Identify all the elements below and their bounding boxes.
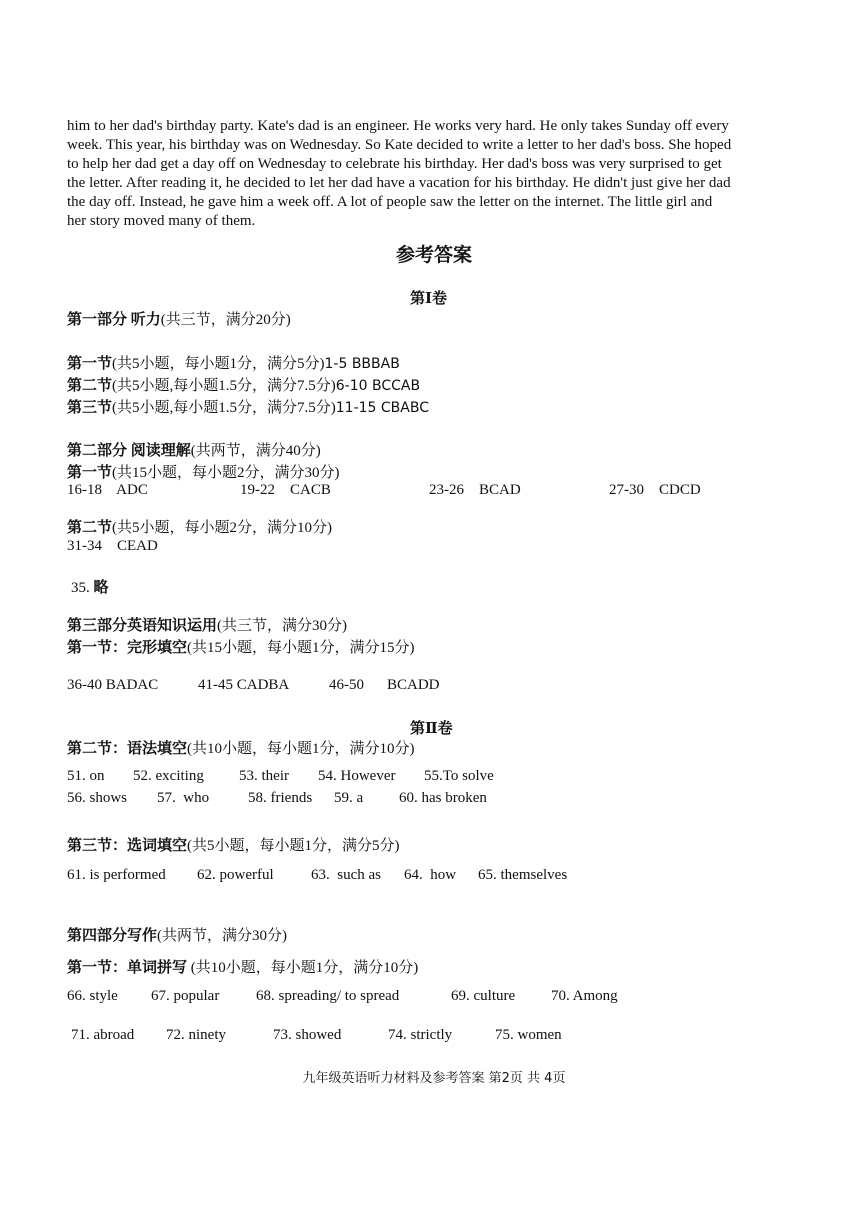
section-title: 第一节	[67, 465, 113, 481]
answer-text: 41-45 CADBA	[198, 677, 290, 693]
answer-text: 73. showed	[273, 1027, 342, 1043]
answer-text: 27-30 CDCD	[609, 482, 701, 498]
p2-section-2	[67, 516, 332, 537]
answer-text: 75. women	[495, 1027, 562, 1043]
answer-text: 11-15 CBABC	[335, 400, 429, 416]
answer-text: 59. a	[334, 790, 364, 806]
part-4-heading	[67, 924, 287, 945]
passage-line: week. This year, his birthday was on Wednesday. So Kate decided to write a letter to her dad's boss. She hoped	[67, 137, 732, 153]
answer-text: 66. style	[67, 988, 118, 1004]
section-title: 第一节：单词拼写	[67, 960, 188, 976]
answer-text: 58. friends	[248, 790, 313, 806]
section-title: 第二节：语法填空	[67, 741, 188, 757]
p1-section-1	[67, 352, 400, 373]
section-title: 第三节：选词填空	[67, 838, 188, 854]
part-1-heading	[67, 308, 291, 329]
p3-section-2	[67, 737, 415, 758]
answer-text: 52. exciting	[133, 768, 204, 784]
section-title: 第二节	[67, 520, 113, 536]
passage-line: her story moved many of them.	[67, 213, 256, 229]
answer-text: 63. such as	[311, 867, 381, 883]
question-35	[71, 576, 109, 597]
answer-text: 36-40 BADAC	[67, 677, 159, 693]
passage-line: the day off. Instead, he gave him a week off. A lot of people saw the letter on the internet. The little girl and	[67, 194, 713, 210]
section-title: 第一节	[67, 356, 113, 372]
part-1-title: 第一部分 听力	[67, 312, 161, 328]
question-number: 35.	[71, 580, 94, 596]
part-2-note: (共两节，满分40分)	[190, 443, 321, 459]
answer-text: 57. who	[157, 790, 210, 806]
part-3-heading	[67, 614, 347, 635]
section-title: 第三节	[67, 400, 113, 416]
answer-text: 61. is performed	[67, 867, 166, 883]
answer-text: 70. Among	[551, 988, 618, 1004]
passage-line: the letter. After reading it, he decided to let her dad have a vacation for his birthday. He didn't just give her dad	[67, 175, 731, 191]
section-note: (共5小题,每小题1.5分，满分7.5分)	[112, 378, 336, 394]
section-title: 第二节	[67, 378, 113, 394]
answer-text: 54. However	[318, 768, 396, 784]
answer-text: 67. popular	[151, 988, 220, 1004]
p1-section-2	[67, 374, 420, 395]
section-note: (共10小题，每小题1分，满分10分)	[187, 741, 415, 757]
volume-1-heading: 第Ⅰ卷	[410, 291, 448, 307]
part-3-note: (共三节，满分30分)	[217, 618, 348, 634]
answer-text: 31-34 CEAD	[67, 538, 158, 554]
answer-text: 72. ninety	[166, 1027, 226, 1043]
section-note: (共5小题，每小题1分，满分5分)	[187, 838, 400, 854]
part-4-title: 第四部分写作	[67, 928, 158, 944]
answer-text: 56. shows	[67, 790, 128, 806]
section-note: (共10小题，每小题1分，满分10分)	[187, 960, 419, 976]
part-3-title: 第三部分英语知识运用	[67, 618, 218, 634]
answer-text: 51. on	[67, 768, 105, 784]
section-note: (共15小题，每小题2分，满分30分)	[112, 465, 340, 481]
p3-section-3	[67, 834, 400, 855]
section-note: (共5小题，每小题1分，满分5分)	[112, 356, 325, 372]
section-note: (共15小题，每小题1分，满分15分)	[187, 640, 415, 656]
p1-section-3	[67, 396, 429, 417]
answer-text: 1-5 BBBAB	[324, 356, 400, 372]
answer-text: 6-10 BCCAB	[335, 378, 421, 394]
answer-text: 68. spreading/ to spread	[256, 988, 400, 1004]
p4-section-1	[67, 956, 418, 977]
section-note: (共5小题,每小题1.5分，满分7.5分)	[112, 400, 336, 416]
answer-text: 69. culture	[451, 988, 516, 1004]
answer-text: 16-18 ADC	[67, 482, 148, 498]
page-title: 参考答案	[395, 244, 472, 266]
part-2-heading	[67, 439, 321, 460]
answer-text: 65. themselves	[478, 867, 568, 883]
page-footer: 九年级英语听力材料及参考答案 第2页 共 4页	[302, 1071, 566, 1086]
answer-text: 64. how	[404, 867, 457, 883]
answer-text: BCADD	[387, 677, 440, 693]
section-note: (共5小题，每小题2分，满分10分)	[112, 520, 333, 536]
part-1-note: (共三节，满分20分)	[160, 312, 291, 328]
answer-text: 23-26 BCAD	[429, 482, 521, 498]
answer-text: 60. has broken	[399, 790, 487, 806]
p3-section-1	[67, 636, 415, 657]
part-4-note: (共两节，满分30分)	[157, 928, 288, 944]
answer-text: 19-22 CACB	[240, 482, 331, 498]
volume-2-heading: 第Ⅱ卷	[410, 721, 453, 737]
answer-text: 62. powerful	[197, 867, 274, 883]
answer-text: 46-50	[329, 677, 364, 693]
answer-text: 71. abroad	[71, 1027, 135, 1043]
answer-text: 74. strictly	[388, 1027, 453, 1043]
passage-line: him to her dad's birthday party. Kate's dad is an engineer. He works very hard. He only takes Sunday off every	[67, 118, 729, 134]
section-title: 第一节：完形填空	[67, 640, 188, 656]
answer-text: 53. their	[239, 768, 289, 784]
passage-line: to help her dad get a day off on Wednesday to celebrate his birthday. Her dad's boss was very surprised to get	[67, 156, 722, 172]
part-2-title: 第二部分 阅读理解	[67, 443, 191, 459]
p2-section-1	[67, 461, 340, 482]
answer-text: 55.To solve	[424, 768, 494, 784]
answer-text: 略	[93, 580, 109, 596]
listening-passage	[67, 117, 807, 231]
